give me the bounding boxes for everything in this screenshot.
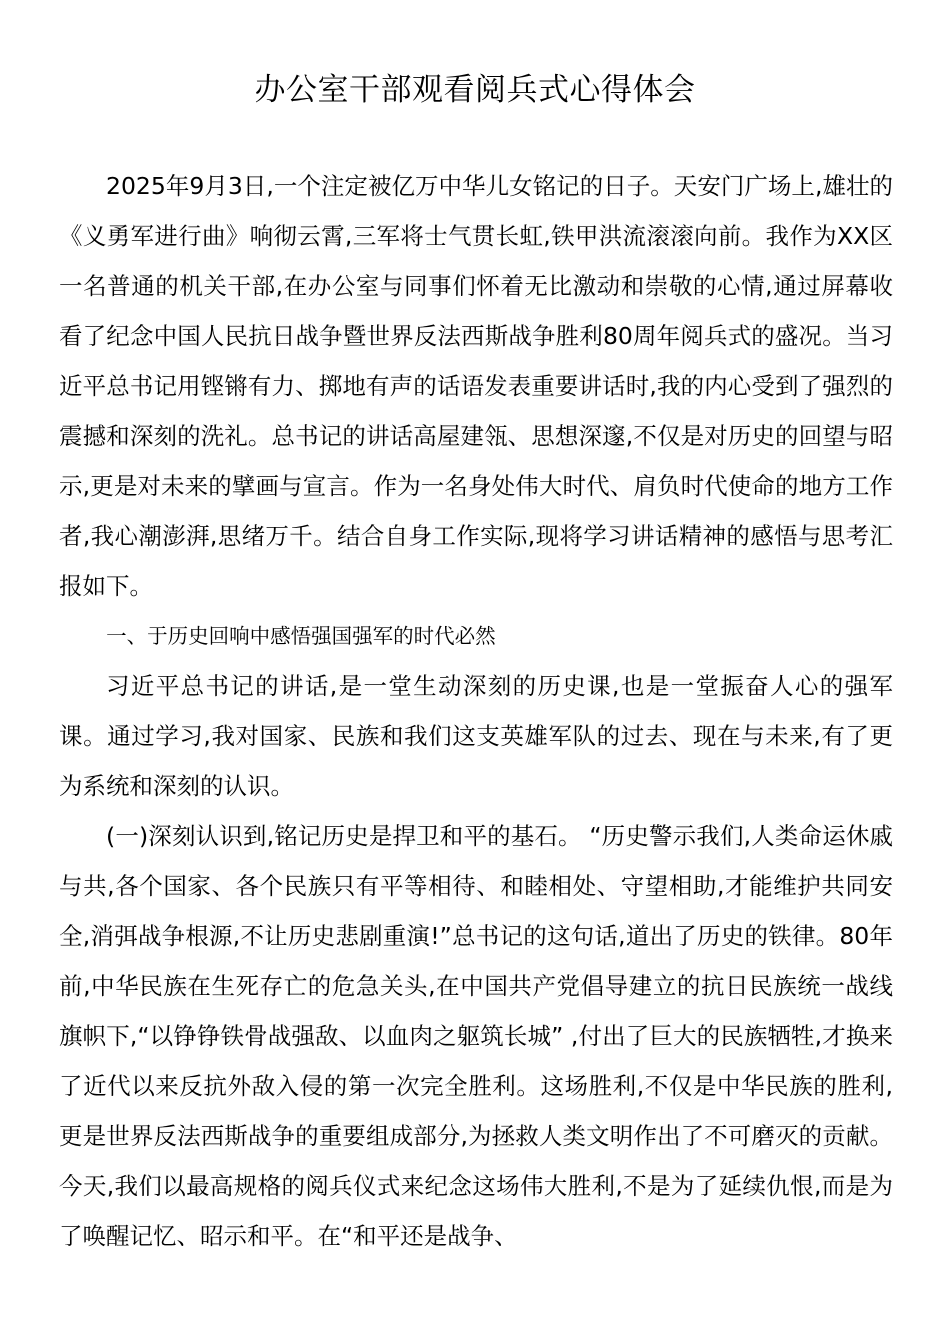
document-body <box>59 161 893 1261</box>
section-heading: 一、于历史回响中感悟强国强军的时代必然 <box>106 624 496 648</box>
subsection-paragraph: (一)深刻认识到,铭记历史是捍卫和平的基石。 “历史警示我们,人类命运休戚与共,各个国家、各个民族只有平等相待、和睦相处、守望相助,才能维护共同安全,消弭战争根源,不让历史悲剧重演!”总书记的这句话,道出了历史的铁律。80年前,中华民族在生死存亡的危急关头,在中国共产党倡导建立的抗日民族统一战线旗帜下,“以铮铮铁骨战强敌、以血肉之躯筑长城” ,付出了巨大的民族牺牲,才换来了近代以来反抗外敌入侵的第一次完全胜利。这场胜利,不仅是中华民族的胜利,更是世界反法西斯战争的重要组成部分,为拯救人类文明作出了不可磨灭的贡献。今天,我们以最高规格的阅兵仪式来纪念这场伟大胜利,不是为了延续仇恨,而是为了唤醒记忆、昭示和平。在“和平还是战争、 <box>59 822 893 1250</box>
section-intro-paragraph: 习近平总书记的讲话,是一堂生动深刻的历史课,也是一堂振奋人心的强军课。通过学习,我对国家、民族和我们这支英雄军队的过去、现在与未来,有了更为系统和深刻的认识。 <box>59 672 893 800</box>
document-title: 办公室干部观看阅兵式心得体会 <box>254 72 696 108</box>
intro-paragraph: 2025年9月3日,一个注定被亿万中华儿女铭记的日子。天安门广场上,雄壮的《义勇军进行曲》响彻云霄,三军将士气贯长虹,铁甲洪流滚滚向前。我作为XX区一名普通的机关干部,在办公室与同事们怀着无比激动和崇敬的心情,通过屏幕收看了纪念中国人民抗日战争暨世界反法西斯战争胜利80周年阅兵式的盛况。当习近平总书记用铿锵有力、掷地有声的话语发表重要讲话时,我的内心受到了强烈的震撼和深刻的洗礼。总书记的讲话高屋建瓴、思想深邃,不仅是对历史的回望与昭示,更是对未来的擘画与宣言。作为一名身处伟大时代、肩负时代使命的地方工作者,我心潮澎湃,思绪万千。结合自身工作实际,现将学习讲话精神的感悟与思考汇报如下。 <box>59 172 893 600</box>
